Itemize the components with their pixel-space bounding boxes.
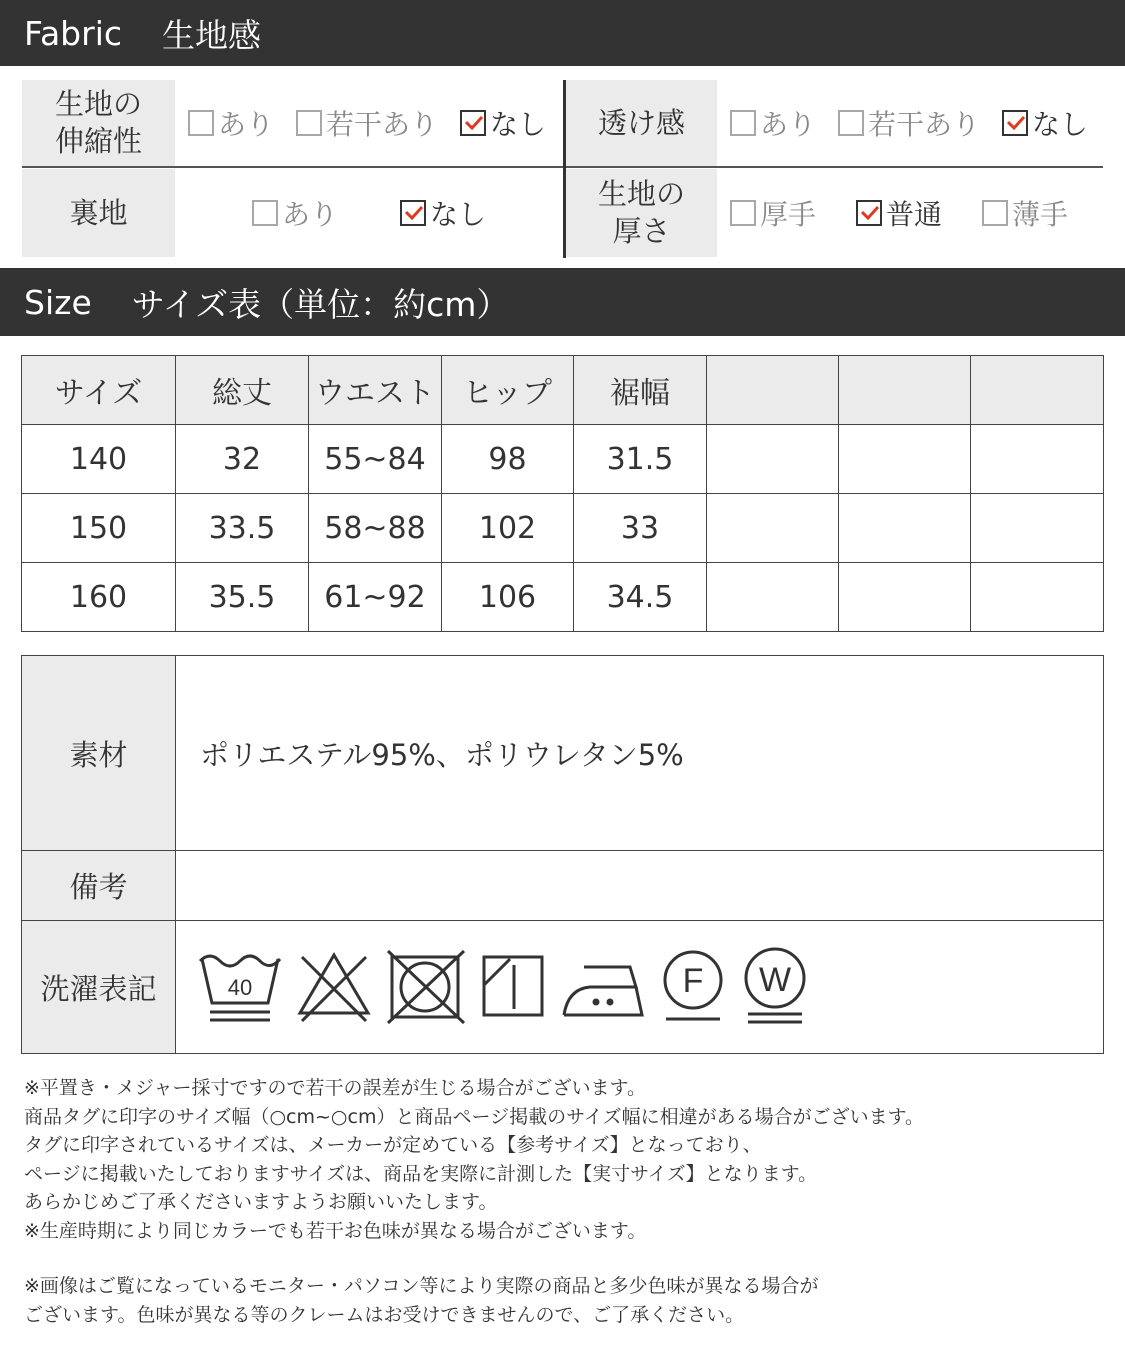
option-0[interactable] xyxy=(188,103,274,143)
no-tumble-dry-icon xyxy=(386,947,466,1027)
fabric-center-divider xyxy=(563,80,566,258)
note-line: ございます。色味が異なる等のクレームはお受けできませんので、ご了承ください。 xyxy=(24,1303,745,1326)
line-dry-shade-icon xyxy=(480,947,546,1027)
size-header-cell xyxy=(707,356,839,425)
stretch-label-line2: 伸縮性 xyxy=(54,124,142,158)
size-cell xyxy=(707,563,839,632)
size-cell xyxy=(707,494,839,563)
size-header-cell: ヒップ xyxy=(442,356,574,425)
size-cell: 102 xyxy=(442,494,574,563)
thickness-options xyxy=(730,169,1102,257)
remarks-label: 備考 xyxy=(22,851,176,921)
check-mark-icon xyxy=(465,116,483,130)
size-cell xyxy=(839,425,971,494)
size-cell: 150 xyxy=(22,494,176,563)
sheer-options xyxy=(730,80,1102,166)
sheer-label xyxy=(566,80,717,166)
option-label: 若干あり xyxy=(868,108,981,141)
size-header-cell xyxy=(971,356,1104,425)
size-header-cell: 裾幅 xyxy=(574,356,707,425)
sheer-label-text: 透け感 xyxy=(597,105,685,140)
option-label: あり xyxy=(282,198,339,231)
note-line: ※画像はご覧になっているモニター・パソコン等により実際の商品と多少色味が異なる場合が xyxy=(24,1275,819,1297)
checkbox[interactable] xyxy=(730,200,756,226)
size-cell: 34.5 xyxy=(574,563,707,632)
wet-clean-letter: W xyxy=(758,961,792,999)
size-table-header-row xyxy=(22,356,1104,425)
note-line: ページに掲載いたしておりますサイズは、商品を実際に計測した【実寸サイズ】となります。 xyxy=(24,1162,818,1185)
option-1[interactable] xyxy=(296,103,438,143)
no-bleach-icon xyxy=(296,947,372,1027)
material-label: 素材 xyxy=(22,656,176,851)
check-mark-icon xyxy=(1007,116,1025,130)
size-header-cell: 総丈 xyxy=(176,356,309,425)
note-line: あらかじめご了承くださいますようお願いいたします。 xyxy=(24,1191,498,1213)
note-line: タグに印字されているサイズは、メーカーが定めている【参考サイズ】となっており、 xyxy=(24,1134,762,1156)
option-2[interactable] xyxy=(460,103,546,143)
size-cell xyxy=(707,425,839,494)
option-1[interactable] xyxy=(838,103,980,143)
note-line: ※平置き・メジャー採寸ですので若干の誤差が生じる場合がございます。 xyxy=(24,1077,647,1099)
info-table xyxy=(21,655,1104,1054)
size-cell: 33.5 xyxy=(176,494,309,563)
dry-clean-f-icon xyxy=(660,947,726,1027)
checkbox[interactable] xyxy=(982,200,1008,226)
checkbox-checked[interactable] xyxy=(400,200,426,226)
checkbox[interactable] xyxy=(252,200,278,226)
remarks-value xyxy=(176,851,1104,921)
size-cell xyxy=(839,563,971,632)
size-cell: 106 xyxy=(442,563,574,632)
size-cell: 32 xyxy=(176,425,309,494)
option-1[interactable] xyxy=(856,193,942,233)
wash-40-icon xyxy=(198,947,282,1027)
option-1[interactable] xyxy=(400,193,486,233)
size-cell: 160 xyxy=(22,563,176,632)
option-0[interactable] xyxy=(252,193,338,233)
note-line: ※生産時期により同じカラーでも若干お色味が異なる場合がございます。 xyxy=(24,1219,647,1242)
option-0[interactable] xyxy=(730,103,816,143)
checkbox[interactable] xyxy=(188,110,214,136)
checkbox[interactable] xyxy=(730,110,756,136)
fabric-section-header xyxy=(0,0,1125,66)
checkbox[interactable] xyxy=(296,110,322,136)
care-icons-cell xyxy=(176,921,1104,1054)
notes-block xyxy=(24,1074,924,1245)
option-label: なし xyxy=(490,108,547,141)
size-cell xyxy=(971,425,1104,494)
size-cell xyxy=(971,563,1104,632)
fabric-header-ja: 生地感 xyxy=(162,15,262,55)
option-label: 厚手 xyxy=(760,198,817,231)
size-cell: 35.5 xyxy=(176,563,309,632)
checkbox[interactable] xyxy=(838,110,864,136)
care-label: 洗濯表記 xyxy=(22,921,176,1054)
option-label: 若干あり xyxy=(326,108,439,141)
checkbox-checked[interactable] xyxy=(1002,110,1028,136)
dry-clean-letter: F xyxy=(682,962,704,1000)
note-line: 商品タグに印字のサイズ幅（○cm~○cm）と商品ページ掲載のサイズ幅に相違がある場合がございます。 xyxy=(24,1105,925,1128)
fabric-header-en: Fabric xyxy=(24,13,123,53)
size-table-row xyxy=(22,563,1104,632)
material-value: ポリエステル95%、ポリウレタン5% xyxy=(176,656,1104,851)
size-header-cell: サイズ xyxy=(22,356,176,425)
option-label: なし xyxy=(1032,108,1089,141)
remarks-row xyxy=(22,851,1104,921)
care-row xyxy=(22,921,1104,1054)
lining-label xyxy=(22,169,175,257)
lining-options xyxy=(252,169,552,257)
option-label: 薄手 xyxy=(1012,198,1069,231)
size-cell: 98 xyxy=(442,425,574,494)
stretch-label-line1: 生地の xyxy=(54,87,142,121)
iron-low-icon xyxy=(560,947,646,1027)
size-cell: 58~88 xyxy=(309,494,442,563)
option-label: あり xyxy=(218,108,275,141)
wet-clean-w-icon xyxy=(740,947,810,1027)
size-cell xyxy=(971,494,1104,563)
lining-label-text: 裏地 xyxy=(69,195,128,230)
size-header-ja: サイズ表（単位：約cm） xyxy=(131,284,510,324)
material-row xyxy=(22,656,1104,851)
stretch-label xyxy=(22,80,175,166)
size-cell: 61~92 xyxy=(309,563,442,632)
option-2[interactable] xyxy=(1002,103,1088,143)
option-2[interactable] xyxy=(982,193,1068,233)
checkbox-checked[interactable] xyxy=(460,110,486,136)
stretch-options xyxy=(188,80,560,166)
size-table xyxy=(21,355,1104,632)
thickness-label-line2: 厚さ xyxy=(612,214,671,248)
option-0[interactable] xyxy=(730,193,816,233)
option-label: なし xyxy=(430,198,487,231)
option-label: あり xyxy=(760,108,817,141)
size-table-row xyxy=(22,425,1104,494)
size-cell: 31.5 xyxy=(574,425,707,494)
check-mark-icon xyxy=(861,206,879,220)
option-label: 普通 xyxy=(886,198,943,231)
size-cell: 33 xyxy=(574,494,707,563)
size-header-cell xyxy=(839,356,971,425)
checkbox-checked[interactable] xyxy=(856,200,882,226)
thickness-label-line1: 生地の xyxy=(597,177,685,211)
size-table-row xyxy=(22,494,1104,563)
check-mark-icon xyxy=(405,206,423,220)
size-cell: 140 xyxy=(22,425,176,494)
thickness-label xyxy=(566,169,717,257)
size-header-cell: ウエスト xyxy=(309,356,442,425)
size-cell: 55~84 xyxy=(309,425,442,494)
size-cell xyxy=(839,494,971,563)
size-section-header xyxy=(0,268,1125,336)
size-header-en: Size xyxy=(24,282,92,322)
notes-block-2 xyxy=(24,1272,819,1329)
wash-temp-text: 40 xyxy=(227,975,253,1000)
